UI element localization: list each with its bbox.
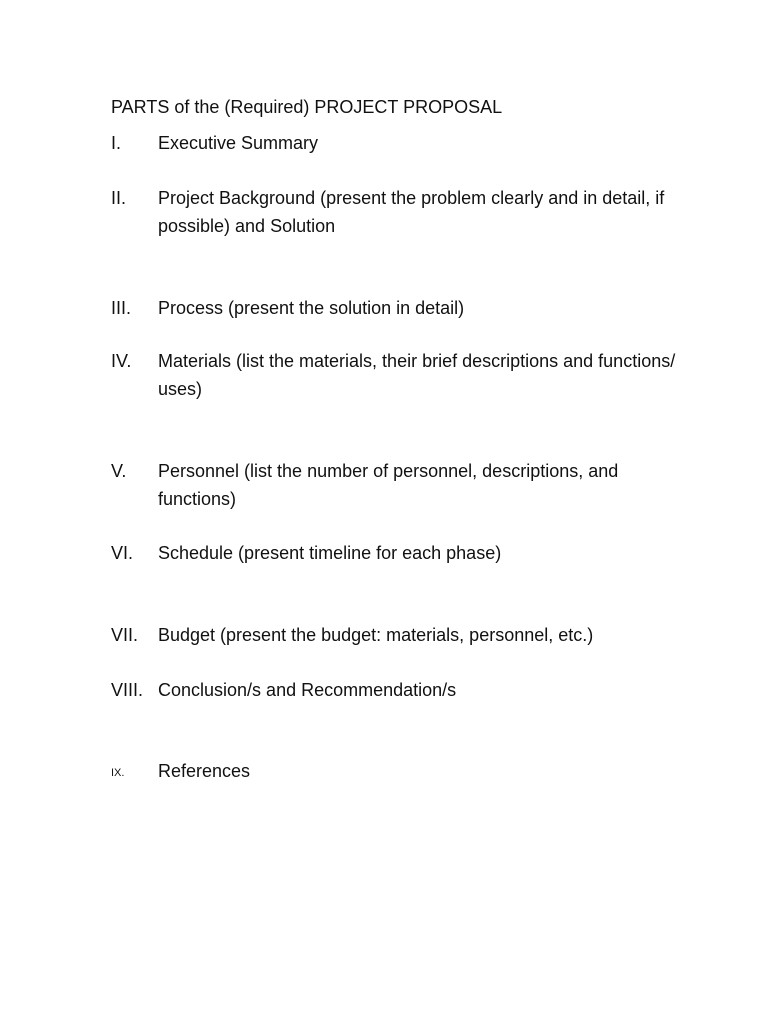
document-title: PARTS of the (Required) PROJECT PROPOSAL — [111, 97, 503, 117]
item-numeral: VI. — [111, 543, 134, 563]
item-numeral: V. — [111, 461, 127, 481]
item-text: Personnel (list the number of personnel, descriptions, and functions) — [158, 461, 619, 509]
item-numeral: IX. — [111, 767, 125, 779]
item-text: Project Background (present the problem clearly and in detail, if possible) and Solution — [158, 188, 665, 236]
item-text: Executive Summary — [158, 133, 319, 153]
item-numeral: III. — [111, 298, 132, 318]
item-text: Materials (list the materials, their brief descriptions and functions/ uses) — [158, 351, 676, 399]
item-text: Conclusion/s and Recommendation/s — [158, 680, 457, 700]
item-numeral: IV. — [111, 351, 132, 371]
item-numeral: VII. — [111, 625, 139, 645]
item-numeral: VIII. — [111, 680, 144, 700]
item-text: Budget (present the budget: materials, personnel, etc.) — [158, 625, 594, 645]
item-numeral: II. — [111, 188, 127, 208]
item-numeral: I. — [111, 133, 122, 153]
item-text: References — [158, 761, 251, 781]
item-text: Schedule (present timeline for each phase) — [158, 543, 502, 563]
item-text: Process (present the solution in detail) — [158, 298, 465, 318]
